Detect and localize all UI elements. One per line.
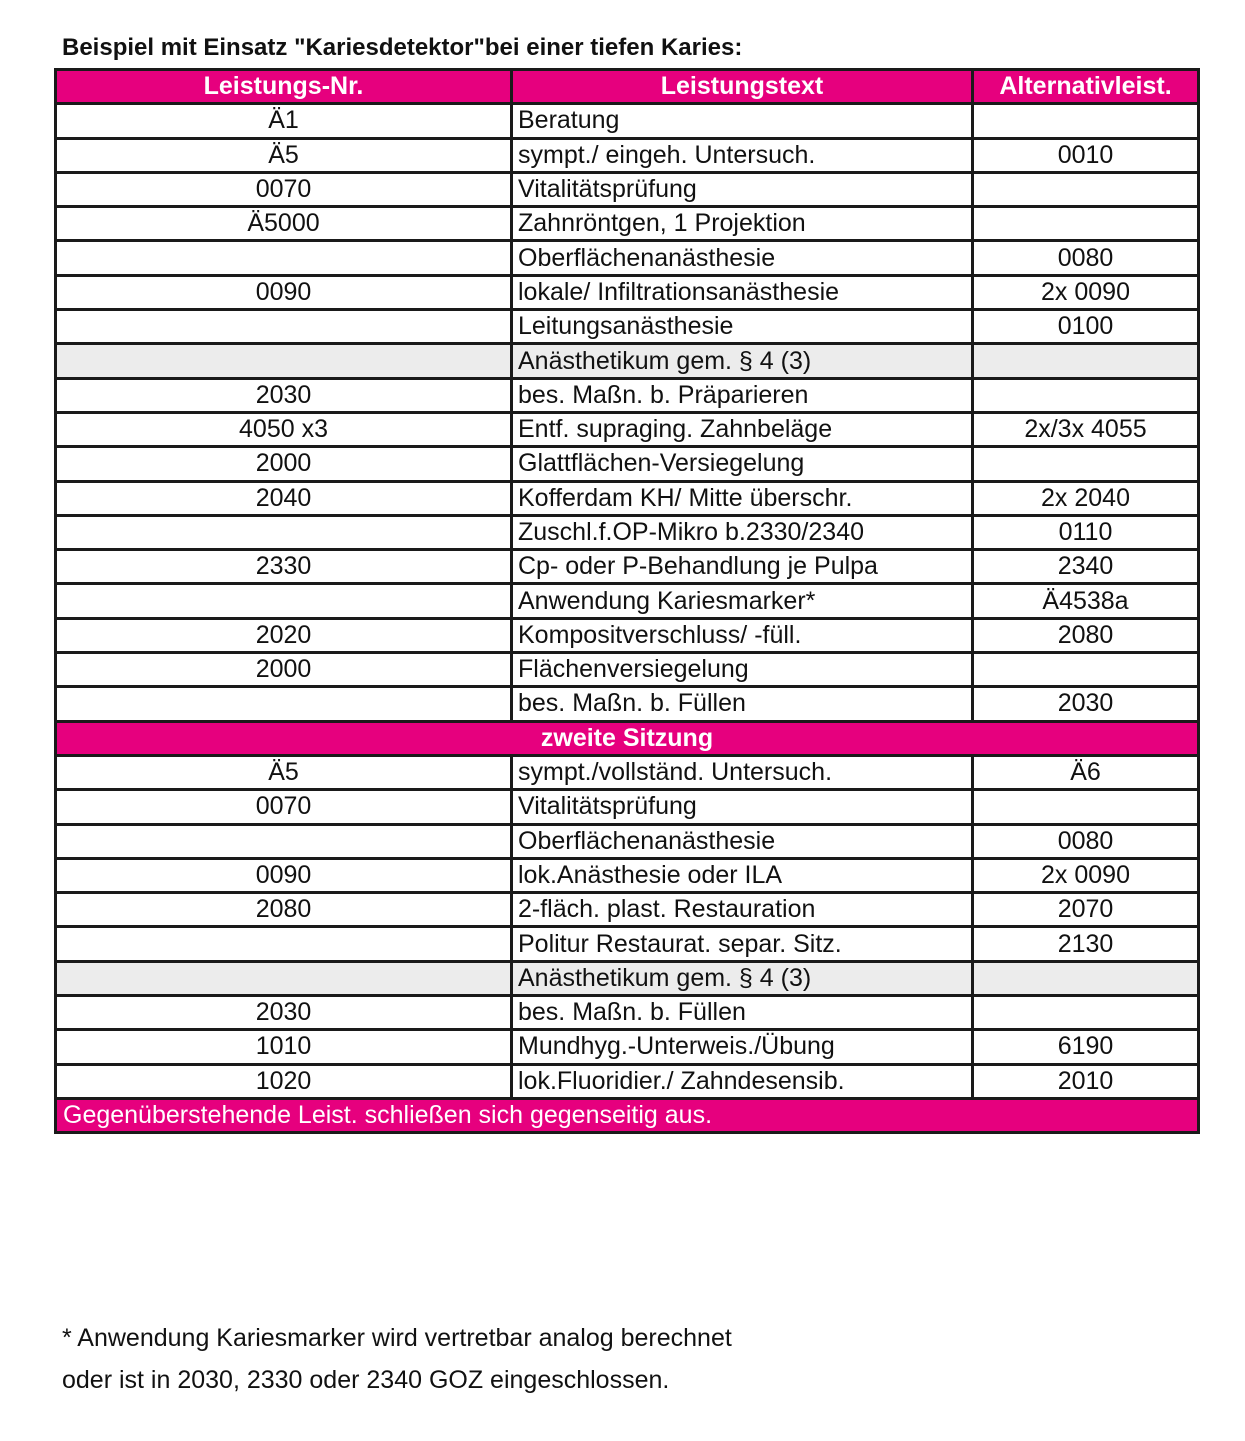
cell-leistungstext: Entf. supraging. Zahnbeläge bbox=[512, 412, 973, 446]
cell-alternativleist bbox=[973, 207, 1199, 241]
cell-alternativleist bbox=[973, 104, 1199, 138]
cell-alternativleist bbox=[973, 378, 1199, 412]
table-row bbox=[56, 138, 1199, 172]
cell-leistungs-nr: 2330 bbox=[56, 550, 512, 584]
cell-leistungs-nr bbox=[56, 961, 512, 995]
cell-leistungs-nr: 1020 bbox=[56, 1064, 512, 1098]
cell-leistungstext: bes. Maßn. b. Füllen bbox=[512, 687, 973, 721]
cell-leistungstext: Vitalitätsprüfung bbox=[512, 790, 973, 824]
cell-leistungs-nr: Ä5000 bbox=[56, 207, 512, 241]
cell-leistungs-nr: 2040 bbox=[56, 481, 512, 515]
table-row bbox=[56, 1064, 1199, 1098]
table-row bbox=[56, 207, 1199, 241]
cell-leistungs-nr: 2030 bbox=[56, 996, 512, 1030]
table-row bbox=[56, 550, 1199, 584]
cell-alternativleist: 2x/3x 4055 bbox=[973, 412, 1199, 446]
cell-alternativleist bbox=[973, 172, 1199, 206]
table-header-row bbox=[56, 70, 1199, 104]
footer-text: Gegenüberstehende Leist. schließen sich gegenseitig aus. bbox=[56, 1098, 1199, 1132]
cell-leistungstext: bes. Maßn. b. Füllen bbox=[512, 996, 973, 1030]
cell-alternativleist: 2070 bbox=[973, 893, 1199, 927]
footnote-line-1: * Anwendung Kariesmarker wird vertretbar analog berechnet bbox=[62, 1324, 732, 1352]
cell-leistungs-nr bbox=[56, 515, 512, 549]
table-row bbox=[56, 104, 1199, 138]
cell-leistungstext: Glattflächen-Versiegelung bbox=[512, 447, 973, 481]
table-row bbox=[56, 481, 1199, 515]
cell-leistungstext: Kompositverschluss/ -füll. bbox=[512, 618, 973, 652]
cell-leistungs-nr bbox=[56, 687, 512, 721]
cell-leistungs-nr: Ä5 bbox=[56, 755, 512, 789]
header-leistungstext: Leistungstext bbox=[512, 70, 973, 104]
cell-leistungstext: sympt./ eingeh. Untersuch. bbox=[512, 138, 973, 172]
table-row bbox=[56, 172, 1199, 206]
cell-leistungstext: Kofferdam KH/ Mitte überschr. bbox=[512, 481, 973, 515]
table-row bbox=[56, 858, 1199, 892]
table-row bbox=[56, 412, 1199, 446]
table-row bbox=[56, 687, 1199, 721]
cell-alternativleist: 2x 0090 bbox=[973, 275, 1199, 309]
cell-alternativleist bbox=[973, 961, 1199, 995]
cell-leistungstext: Anästhetikum gem. § 4 (3) bbox=[512, 961, 973, 995]
table-row bbox=[56, 653, 1199, 687]
cell-leistungstext: Vitalitätsprüfung bbox=[512, 172, 973, 206]
cell-alternativleist bbox=[973, 653, 1199, 687]
cell-leistungs-nr: 2020 bbox=[56, 618, 512, 652]
cell-alternativleist bbox=[973, 447, 1199, 481]
cell-leistungs-nr: 4050 x3 bbox=[56, 412, 512, 446]
cell-leistungs-nr bbox=[56, 344, 512, 378]
cell-leistungs-nr: 0070 bbox=[56, 790, 512, 824]
cell-leistungstext: Politur Restaurat. separ. Sitz. bbox=[512, 927, 973, 961]
table-row bbox=[56, 927, 1199, 961]
cell-leistungstext: Anwendung Kariesmarker* bbox=[512, 584, 973, 618]
cell-alternativleist: 2x 0090 bbox=[973, 858, 1199, 892]
cell-alternativleist bbox=[973, 790, 1199, 824]
table-row bbox=[56, 961, 1199, 995]
table-row bbox=[56, 378, 1199, 412]
cell-leistungstext: lok.Anästhesie oder ILA bbox=[512, 858, 973, 892]
cell-leistungstext: 2-fläch. plast. Restauration bbox=[512, 893, 973, 927]
cell-leistungs-nr: 0070 bbox=[56, 172, 512, 206]
cell-alternativleist: 2030 bbox=[973, 687, 1199, 721]
cell-leistungstext: Mundhyg.-Unterweis./Übung bbox=[512, 1030, 973, 1064]
cell-leistungstext: lokale/ Infiltrationsanästhesie bbox=[512, 275, 973, 309]
cell-alternativleist bbox=[973, 344, 1199, 378]
cell-leistungs-nr: Ä1 bbox=[56, 104, 512, 138]
cell-alternativleist: 2010 bbox=[973, 1064, 1199, 1098]
table-row bbox=[56, 275, 1199, 309]
cell-alternativleist: 2080 bbox=[973, 618, 1199, 652]
cell-alternativleist: 2340 bbox=[973, 550, 1199, 584]
cell-leistungs-nr: 0090 bbox=[56, 275, 512, 309]
cell-leistungstext: Flächenversiegelung bbox=[512, 653, 973, 687]
cell-leistungs-nr: 0090 bbox=[56, 858, 512, 892]
cell-leistungstext: sympt./vollständ. Untersuch. bbox=[512, 755, 973, 789]
cell-leistungstext: Leitungsanästhesie bbox=[512, 310, 973, 344]
cell-leistungstext: Oberflächenanästhesie bbox=[512, 241, 973, 275]
cell-alternativleist: 0100 bbox=[973, 310, 1199, 344]
table-row bbox=[56, 824, 1199, 858]
page-title: Beispiel mit Einsatz "Kariesdetektor"bei einer tiefen Karies: bbox=[62, 34, 743, 61]
cell-leistungstext: Cp- oder P-Behandlung je Pulpa bbox=[512, 550, 973, 584]
cell-leistungstext: Zahnröntgen, 1 Projektion bbox=[512, 207, 973, 241]
cell-alternativleist: Ä6 bbox=[973, 755, 1199, 789]
section-label: zweite Sitzung bbox=[56, 721, 1199, 755]
cell-leistungstext: Anästhetikum gem. § 4 (3) bbox=[512, 344, 973, 378]
table-row bbox=[56, 1030, 1199, 1064]
table-row bbox=[56, 893, 1199, 927]
table-row bbox=[56, 618, 1199, 652]
cell-leistungstext: Zuschl.f.OP-Mikro b.2330/2340 bbox=[512, 515, 973, 549]
footnote-line-2: oder ist in 2030, 2330 oder 2340 GOZ eingeschlossen. bbox=[62, 1366, 670, 1394]
cell-alternativleist: 0080 bbox=[973, 824, 1199, 858]
table-row bbox=[56, 447, 1199, 481]
table-row bbox=[56, 790, 1199, 824]
cell-alternativleist: 6190 bbox=[973, 1030, 1199, 1064]
cell-leistungs-nr bbox=[56, 241, 512, 275]
table-row bbox=[56, 996, 1199, 1030]
cell-leistungs-nr bbox=[56, 584, 512, 618]
service-table bbox=[54, 68, 1200, 1134]
cell-leistungs-nr: 2080 bbox=[56, 893, 512, 927]
cell-alternativleist: 2x 2040 bbox=[973, 481, 1199, 515]
cell-leistungs-nr bbox=[56, 310, 512, 344]
cell-alternativleist: 0010 bbox=[973, 138, 1199, 172]
table-row bbox=[56, 755, 1199, 789]
cell-leistungstext: Beratung bbox=[512, 104, 973, 138]
footer-row bbox=[56, 1098, 1199, 1132]
table-row bbox=[56, 344, 1199, 378]
cell-alternativleist: Ä4538a bbox=[973, 584, 1199, 618]
cell-leistungstext: bes. Maßn. b. Präparieren bbox=[512, 378, 973, 412]
cell-alternativleist: 0110 bbox=[973, 515, 1199, 549]
table-row bbox=[56, 515, 1199, 549]
header-alternativleist: Alternativleist. bbox=[973, 70, 1199, 104]
cell-leistungs-nr: 1010 bbox=[56, 1030, 512, 1064]
section-row bbox=[56, 721, 1199, 755]
table-row bbox=[56, 310, 1199, 344]
cell-leistungs-nr: Ä5 bbox=[56, 138, 512, 172]
cell-leistungs-nr: 2030 bbox=[56, 378, 512, 412]
cell-leistungs-nr: 2000 bbox=[56, 447, 512, 481]
cell-alternativleist: 2130 bbox=[973, 927, 1199, 961]
cell-leistungs-nr: 2000 bbox=[56, 653, 512, 687]
cell-leistungstext: lok.Fluoridier./ Zahndesensib. bbox=[512, 1064, 973, 1098]
cell-leistungs-nr bbox=[56, 927, 512, 961]
cell-leistungs-nr bbox=[56, 824, 512, 858]
cell-alternativleist: 0080 bbox=[973, 241, 1199, 275]
cell-leistungstext: Oberflächenanästhesie bbox=[512, 824, 973, 858]
cell-alternativleist bbox=[973, 996, 1199, 1030]
table-row bbox=[56, 584, 1199, 618]
header-leistungs-nr: Leistungs-Nr. bbox=[56, 70, 512, 104]
table-row bbox=[56, 241, 1199, 275]
